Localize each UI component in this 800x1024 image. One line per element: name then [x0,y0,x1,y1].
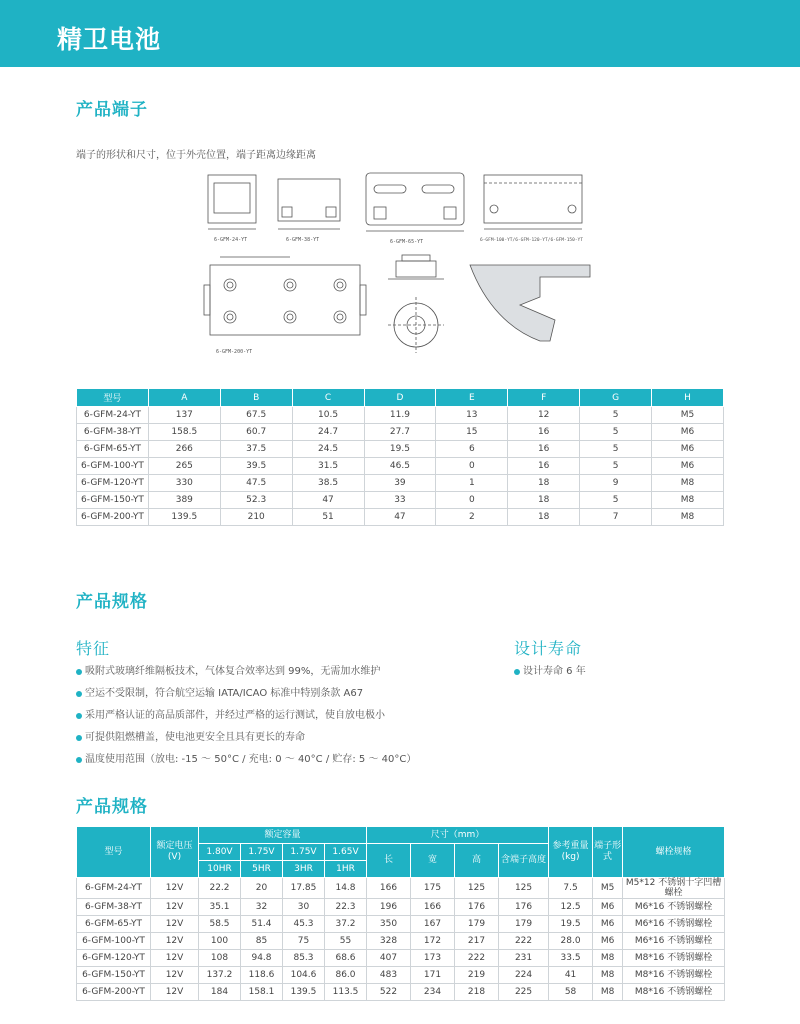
table-cell: 0 [436,458,508,475]
table-cell: 222 [455,950,499,967]
table-cell: 31.5 [292,458,364,475]
table-cell: 16 [508,424,580,441]
table-cell: 113.5 [325,984,367,1001]
table-cell: 13 [436,407,508,424]
table-cell: 179 [499,916,549,933]
table-cell: 166 [367,878,411,899]
table-cell: 104.6 [283,967,325,984]
table-cell: 14.8 [325,878,367,899]
table-cell: 47.5 [220,475,292,492]
table-cell: 6-GFM-120-YT [77,950,151,967]
spec-header-model: 型号 [77,827,151,878]
table-cell: 39 [364,475,436,492]
table-cell: 19.5 [364,441,436,458]
table-cell: 171 [411,967,455,984]
table-cell: 12V [151,933,199,950]
table-cell: 231 [499,950,549,967]
spec-header-length: 长 [367,844,411,878]
table-cell: 33 [364,492,436,509]
table-cell: 51.4 [241,916,283,933]
table-cell: 11.9 [364,407,436,424]
table-cell: 175 [411,878,455,899]
table-cell: 68.6 [325,950,367,967]
table-cell: 118.6 [241,967,283,984]
table-cell: 6-GFM-100-YT [77,933,151,950]
bullet-icon [76,669,82,675]
table-cell: M6 [652,441,724,458]
design-life-title: 设计寿命 [514,639,583,658]
spec-header-height: 高 [455,844,499,878]
spec-header-total-height: 含端子高度 [499,844,549,878]
drawing-200-yt [204,257,366,355]
terminals-section-title: 产品端子 [76,100,148,120]
table-row [77,475,724,492]
terminal-diagram [190,165,610,365]
table-header: A [148,389,220,407]
table-cell: 37.5 [220,441,292,458]
table-row [77,933,725,950]
table-cell: 6-GFM-38-YT [77,424,149,441]
table-row [77,899,725,916]
list-item-text: 吸附式玻璃纤维隔板技术，气体复合效率达到 99%，无需加水维护 [85,666,381,677]
terminals-description: 端子的形状和尺寸，位于外壳位置，端子距离边缘距离 [76,150,316,161]
spec-header-bolt: 螺栓规格 [623,827,725,878]
table-cell: 12V [151,899,199,916]
table-row [77,441,724,458]
spec-header-v1: 1.80V [199,844,241,861]
table-cell: 166 [411,899,455,916]
spec-header-weight: 参考重量 (kg) [549,827,593,878]
drawing-24-yt [208,175,256,243]
table-cell: 17.85 [283,878,325,899]
table-cell: M6 [593,933,623,950]
drawing-cover-section [470,265,590,341]
table-cell: 51 [292,509,364,526]
table-cell: 389 [148,492,220,509]
diagram-label-100: 6-GFM-100-YT/6-GFM-120-YT/6-GFM-150-YT [480,238,583,243]
spec-header-capacity: 额定容量 [199,827,367,844]
table-cell: M5*12 不锈钢十字凹槽螺栓 [623,878,725,899]
spec-header-r1: 10HR [199,861,241,878]
table-header: G [580,389,652,407]
table-cell: 94.8 [241,950,283,967]
table-cell: 30 [283,899,325,916]
table-row [77,878,725,899]
table-cell: M6*16 不锈钢螺栓 [623,899,725,916]
list-item [76,665,496,687]
spec-header-r4: 1HR [325,861,367,878]
table-cell: 139.5 [283,984,325,1001]
table-cell: 6-GFM-120-YT [77,475,149,492]
table-cell: 24.7 [292,424,364,441]
table-cell: 217 [455,933,499,950]
design-life-list [514,665,714,687]
table-cell: 12V [151,878,199,899]
table-cell: 39.5 [220,458,292,475]
features-title: 特征 [76,639,111,658]
table-cell: 18 [508,492,580,509]
spec-header-v3: 1.75V [283,844,325,861]
table-row [77,424,724,441]
table-cell: 12V [151,950,199,967]
features-list [76,665,496,775]
table-cell: 173 [411,950,455,967]
table-cell: 172 [411,933,455,950]
table-cell: M6 [593,916,623,933]
table-cell: 85 [241,933,283,950]
table-cell: 6-GFM-200-YT [77,984,151,1001]
spec-header-v4: 1.65V [325,844,367,861]
table-cell: 167 [411,916,455,933]
table-cell: 16 [508,458,580,475]
diagram-label-24: 6-GFM-24-YT [214,237,248,243]
table-cell: 483 [367,967,411,984]
table-cell: 19.5 [549,916,593,933]
table-cell: 222 [499,933,549,950]
product-spec-table [76,826,725,1001]
list-item-text: 采用严格认证的高品质部件，并经过严格的运行测试，使自放电极小 [85,710,385,721]
table-cell: M8 [652,509,724,526]
table-cell: 265 [148,458,220,475]
table-cell: 5 [580,492,652,509]
spec-table-title: 产品规格 [76,797,148,817]
list-item [76,709,496,731]
table-cell: 218 [455,984,499,1001]
list-item-text: 可提供阻燃槽盖，使电池更安全且具有更长的寿命 [85,732,305,743]
table-cell: 12V [151,984,199,1001]
table-cell: 12V [151,916,199,933]
table-cell: M8 [652,475,724,492]
table-cell: 125 [455,878,499,899]
table-cell: 5 [580,441,652,458]
table-cell: 139.5 [148,509,220,526]
table-header: D [364,389,436,407]
table-cell: 12V [151,967,199,984]
table-row [77,916,725,933]
table-header: 型号 [77,389,149,407]
table-cell: 108 [199,950,241,967]
diagram-label-200: 6-GFM-200-YT [216,349,253,355]
table-cell: M5 [593,878,623,899]
table-cell: 125 [499,878,549,899]
table-cell: 5 [580,424,652,441]
bullet-icon [76,735,82,741]
table-cell: 234 [411,984,455,1001]
table-cell: 5 [580,407,652,424]
specs-section-title: 产品规格 [76,592,148,612]
table-cell: 6 [436,441,508,458]
spec-header-dimensions: 尺寸（mm） [367,827,549,844]
list-item [76,731,496,753]
table-cell: 18 [508,509,580,526]
table-cell: 85.3 [283,950,325,967]
table-cell: 137.2 [199,967,241,984]
table-cell: 37.2 [325,916,367,933]
table-cell: M5 [652,407,724,424]
table-header-row [77,389,724,407]
table-cell: 328 [367,933,411,950]
spec-header-terminal: 端子形式 [593,827,623,878]
diagram-label-38: 6-GFM-38-YT [286,237,320,243]
table-cell: 6-GFM-150-YT [77,492,149,509]
table-cell: 15 [436,424,508,441]
spec-header-voltage: 额定电压 (V) [151,827,199,878]
drawing-100-150-yt [480,175,583,243]
table-cell: 225 [499,984,549,1001]
table-cell: 176 [455,899,499,916]
table-cell: 100 [199,933,241,950]
table-cell: 52.3 [220,492,292,509]
table-cell: 210 [220,509,292,526]
table-cell: 137 [148,407,220,424]
table-cell: 158.5 [148,424,220,441]
table-header: B [220,389,292,407]
table-cell: 6-GFM-65-YT [77,916,151,933]
table-cell: 58.5 [199,916,241,933]
table-row [77,509,724,526]
table-row [77,458,724,475]
table-cell: 35.1 [199,899,241,916]
table-cell: 46.5 [364,458,436,475]
table-cell: 1 [436,475,508,492]
table-cell: 158.1 [241,984,283,1001]
table-cell: 179 [455,916,499,933]
spec-header-r3: 3HR [283,861,325,878]
table-cell: M8*16 不锈钢螺栓 [623,984,725,1001]
page-header [0,0,800,67]
table-cell: M8 [593,967,623,984]
list-item [76,687,496,709]
table-cell: 33.5 [549,950,593,967]
table-cell: M8 [652,492,724,509]
table-cell: 522 [367,984,411,1001]
table-cell: 24.5 [292,441,364,458]
table-cell: 219 [455,967,499,984]
table-row [77,950,725,967]
table-cell: 196 [367,899,411,916]
table-cell: 330 [148,475,220,492]
table-cell: 27.7 [364,424,436,441]
table-cell: 407 [367,950,411,967]
table-cell: 32 [241,899,283,916]
list-item-text: 设计寿命 6 年 [523,666,586,677]
table-cell: 60.7 [220,424,292,441]
table-row [77,984,725,1001]
spec-header-v2: 1.75V [241,844,283,861]
table-cell: 6-GFM-150-YT [77,967,151,984]
table-cell: 6-GFM-38-YT [77,899,151,916]
drawing-terminal-detail [388,255,444,353]
table-row [77,967,725,984]
drawing-38-yt [278,179,340,243]
table-cell: 0 [436,492,508,509]
table-cell: 12 [508,407,580,424]
table-header: C [292,389,364,407]
list-item [514,665,714,687]
table-cell: 6-GFM-100-YT [77,458,149,475]
bullet-icon [514,669,520,675]
table-cell: M8 [593,984,623,1001]
table-cell: 2 [436,509,508,526]
table-cell: 22.2 [199,878,241,899]
list-item-text: 空运不受限制，符合航空运输 IATA/ICAO 标准中特别条款 A67 [85,688,364,699]
table-row [77,407,724,424]
table-cell: M6*16 不锈钢螺栓 [623,933,725,950]
table-cell: 5 [580,458,652,475]
spec-header-width: 宽 [411,844,455,878]
bullet-icon [76,757,82,763]
table-cell: 67.5 [220,407,292,424]
drawing-65-yt [366,173,464,245]
table-cell: 16 [508,441,580,458]
table-header: F [508,389,580,407]
table-cell: 28.0 [549,933,593,950]
table-cell: 45.3 [283,916,325,933]
table-cell: 58 [549,984,593,1001]
table-cell: 350 [367,916,411,933]
table-cell: 6-GFM-24-YT [77,878,151,899]
table-cell: M8*16 不锈钢螺栓 [623,967,725,984]
table-cell: M6 [652,458,724,475]
table-cell: 6-GFM-24-YT [77,407,149,424]
table-cell: 224 [499,967,549,984]
table-cell: 184 [199,984,241,1001]
table-cell: 12.5 [549,899,593,916]
bullet-icon [76,713,82,719]
table-cell: 266 [148,441,220,458]
table-cell: 47 [292,492,364,509]
table-cell: 7 [580,509,652,526]
table-cell: M6 [652,424,724,441]
table-cell: M6 [593,899,623,916]
table-cell: 75 [283,933,325,950]
table-header: H [652,389,724,407]
table-cell: M8 [593,950,623,967]
table-cell: 10.5 [292,407,364,424]
table-cell: 86.0 [325,967,367,984]
table-cell: 47 [364,509,436,526]
spec-header-r2: 5HR [241,861,283,878]
table-cell: 41 [549,967,593,984]
table-cell: 7.5 [549,878,593,899]
table-cell: 22.3 [325,899,367,916]
table-cell: 55 [325,933,367,950]
table-cell: M6*16 不锈钢螺栓 [623,916,725,933]
table-cell: 38.5 [292,475,364,492]
table-cell: 18 [508,475,580,492]
table-cell: 20 [241,878,283,899]
page-title: 精卫电池 [57,25,162,54]
table-cell: 6-GFM-65-YT [77,441,149,458]
table-header: E [436,389,508,407]
table-cell: 9 [580,475,652,492]
list-item-text: 温度使用范围（放电: -15 ～ 50°C / 充电: 0 ～ 40°C / 贮存: 5 ～ 40°C） [85,754,417,765]
table-cell: M8*16 不锈钢螺栓 [623,950,725,967]
list-item [76,753,496,775]
terminal-dimensions-table [76,388,724,526]
diagram-label-65: 6-GFM-65-YT [390,239,424,245]
table-row [77,492,724,509]
table-cell: 176 [499,899,549,916]
table-cell: 6-GFM-200-YT [77,509,149,526]
bullet-icon [76,691,82,697]
